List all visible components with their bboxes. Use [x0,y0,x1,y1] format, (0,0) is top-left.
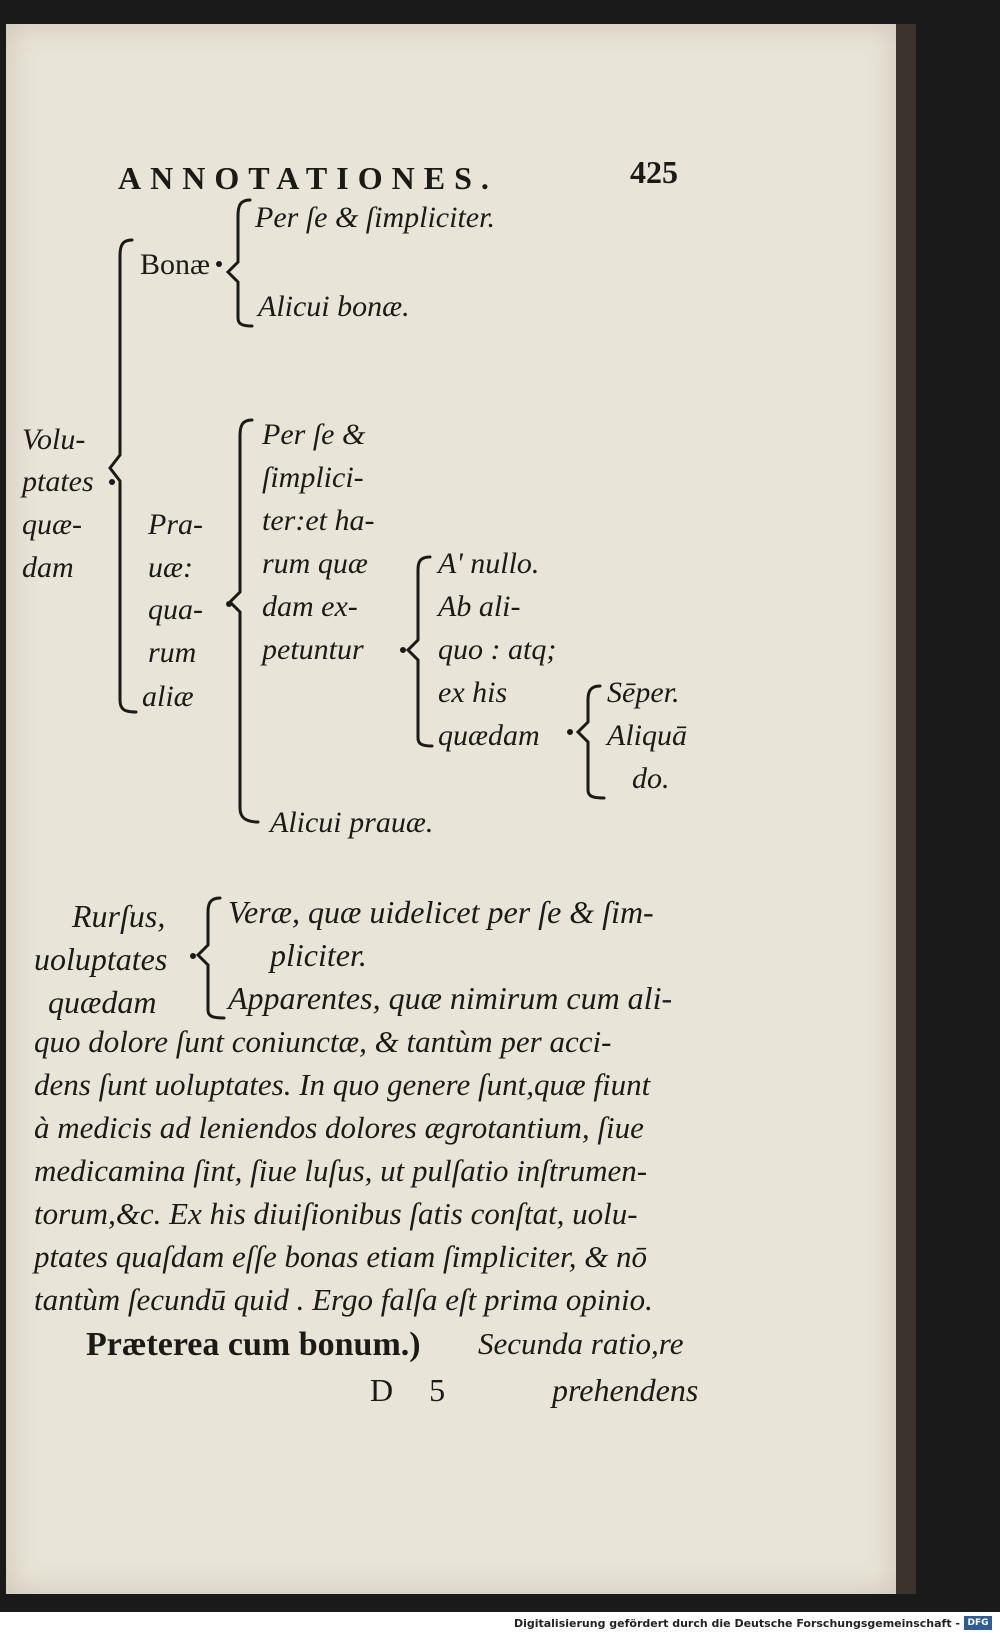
verae-line-1: Veræ, quæ uidelicet per ſe & ſim- [228,894,654,930]
tree-prauae-5: aliæ [142,680,194,713]
lemma: Præterea cum bonum.) [86,1326,421,1363]
tree-a-nullo: A' nullo. [438,547,540,580]
tree-ps-6: petuntur [262,633,364,666]
tree-root-line1: Volu- [22,423,86,456]
rursus-label-2: uoluptates [34,941,168,977]
tree-bonae: Bonæ [140,248,211,281]
rursus-label-1: Rurſus, [72,898,166,934]
tree-prauae-1: Pra- [148,508,203,541]
tree-prauae-2: uæ: [148,551,193,584]
running-title: ANNOTATIONES. [118,160,498,196]
tree-root-line4: dam [22,551,74,584]
tree-aliquando-1: Aliquā [607,719,687,752]
rursus-label-3: quædam [48,984,157,1020]
tree-aliquando-2: do. [632,762,670,795]
signature-mark: D 5 [370,1372,460,1408]
tree-bonae-per-se: Per ſe & ſimpliciter. [255,201,495,234]
body-line-6: ptates quaſdam eſſe bonas etiam ſimpliciter, & nō [34,1239,648,1274]
body-line-5: torum,&c. Ex his diuiſionibus ſatis conſtat, uolu- [34,1196,638,1231]
tree-ps-5: dam ex- [262,590,358,623]
body-line-3: à medicis ad leniendos dolores ægrotantium, ſiue [34,1110,644,1145]
last-line-text: Secunda ratio,re [478,1326,684,1361]
catchword: prehendens [552,1372,699,1408]
tree-semper: Sēper. [607,676,680,709]
tree-alicui-prauae: Alicui prauæ. [270,806,434,839]
tree-ab-4: quædam [438,719,540,752]
body-line-2: dens ſunt uoluptates. In quo genere ſunt,quæ fiunt [34,1067,651,1102]
tree-prauae-3: qua- [148,593,203,626]
footer-credit: Digitalisierung gefördert durch die Deutsche Forschungsgemeinschaft - [513,1617,960,1630]
page-number: 425 [630,154,678,190]
body-line-1: quo dolore ſunt coniunctæ, & tantùm per acci- [34,1024,612,1059]
book-spine [896,24,916,1594]
tree-ab-3: ex his [438,676,508,709]
tree-ps-2: ſimplici- [262,461,364,494]
tree-ab-2: quo : atq; [438,633,557,666]
verae-line-2: pliciter. [270,937,367,973]
body-line-7: tantùm ſecundū quid . Ergo falſa eſt prima opinio. [34,1282,653,1317]
tree-ps-1: Per ſe & [262,418,366,451]
tree-bonae-alicui: Alicui bonæ. [258,290,410,323]
tree-ps-4: rum quæ [262,547,368,580]
tree-ab-1: Ab ali- [438,590,521,623]
tree-ps-3: ter:et ha- [262,504,375,537]
apparentes-line: Apparentes, quæ nimirum cum ali- [228,980,673,1016]
tree-root-line3: quæ- [22,508,82,541]
dfg-logo: DFG [964,1616,992,1630]
tree-root-line2: ptates [22,465,94,498]
body-line-4: medicamina ſint, ſiue luſus, ut pulſatio inſtrumen- [34,1153,648,1188]
tree-prauae-4: rum [148,636,197,669]
